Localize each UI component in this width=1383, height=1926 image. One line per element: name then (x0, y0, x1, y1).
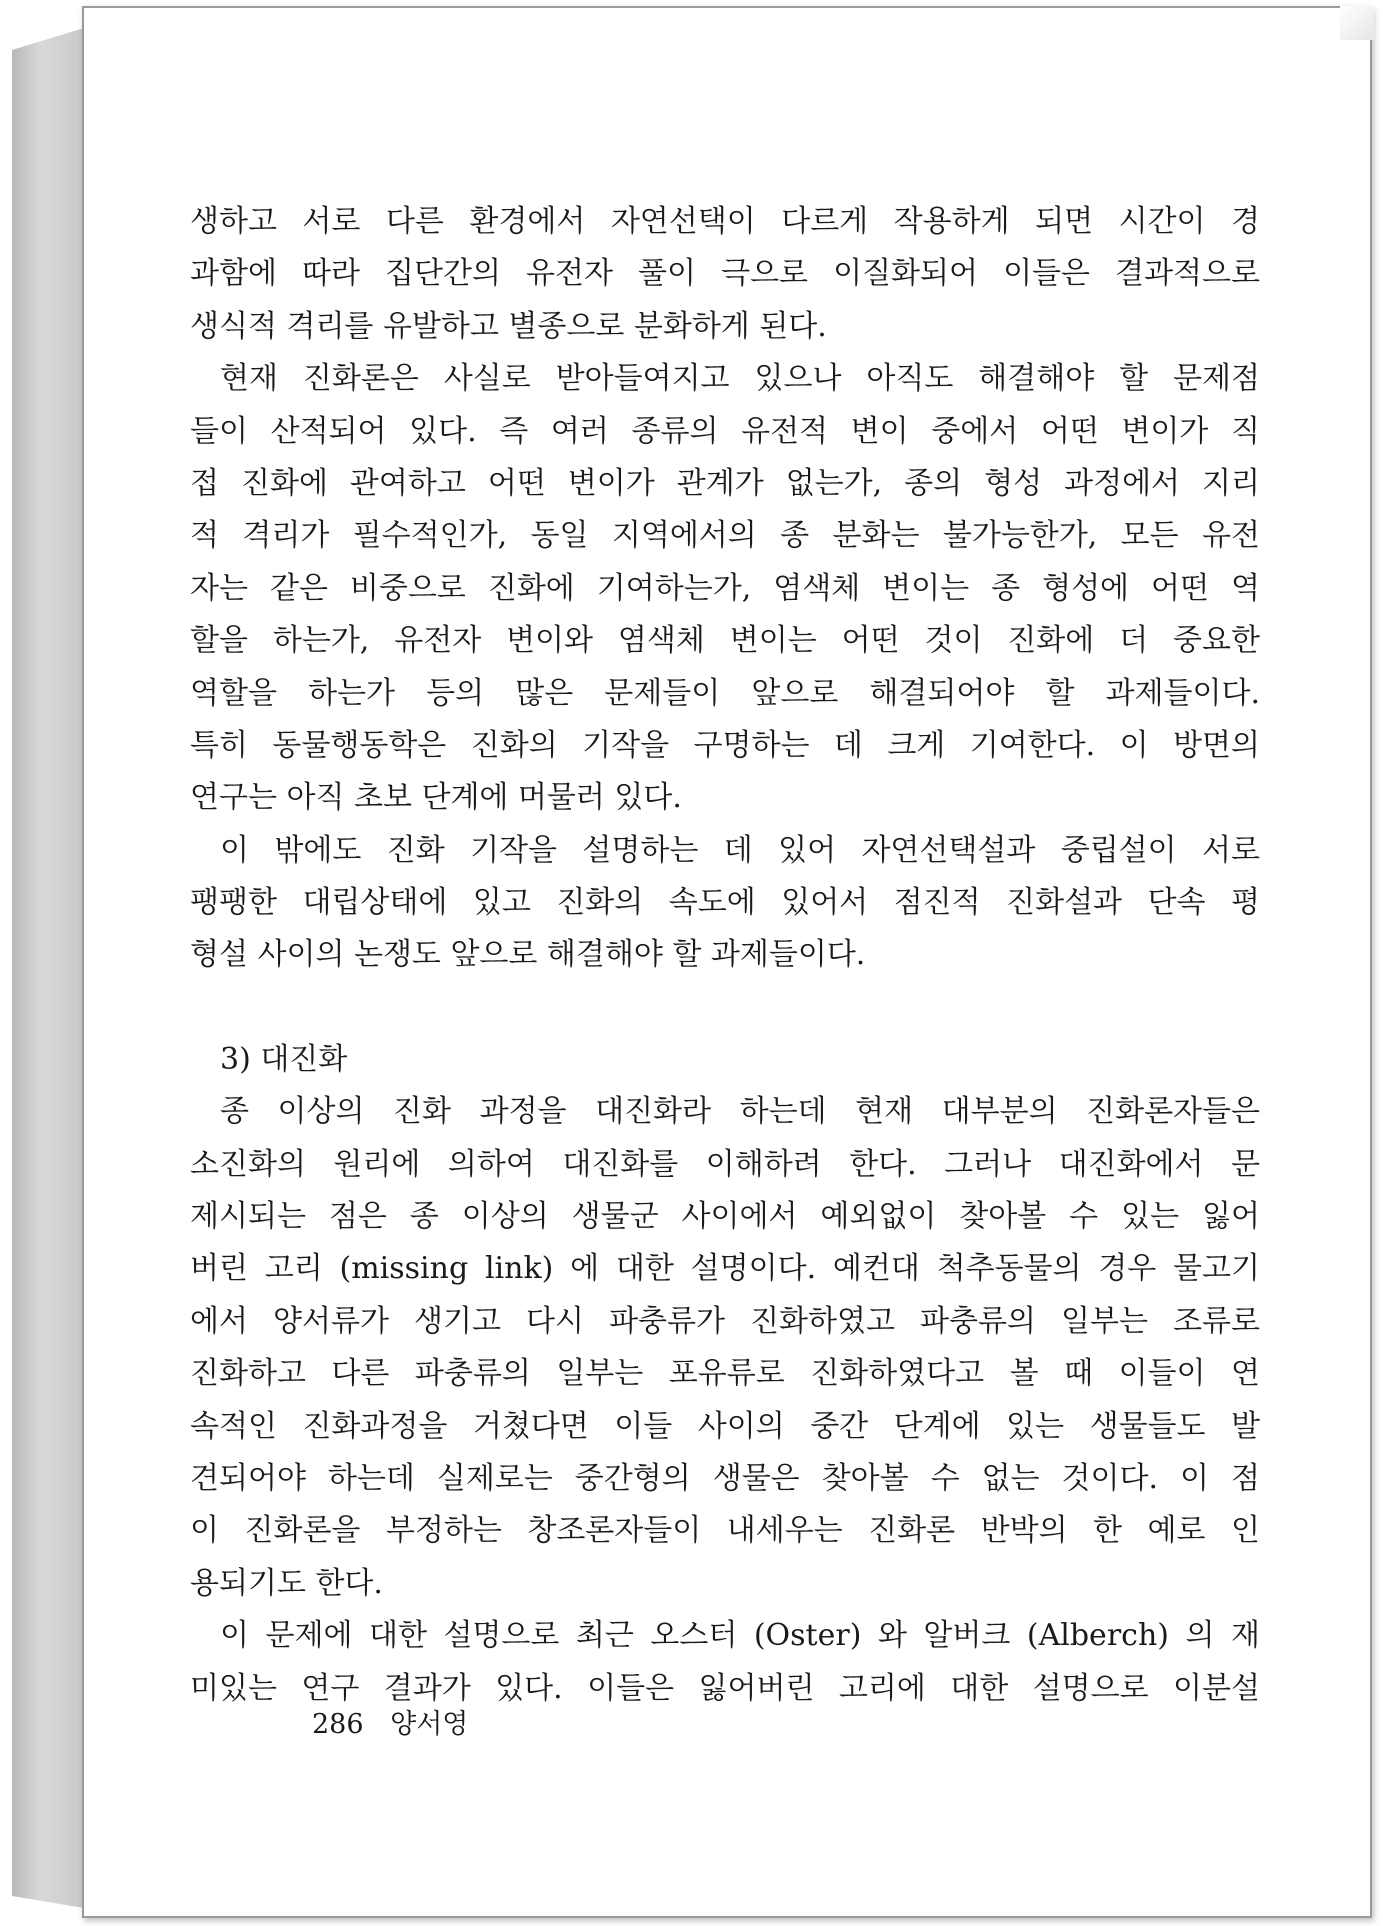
text-line: 이 진화론을 부정하는 창조론자들이 내세우는 진화론 반박의 한 예로 인 (190, 1513, 1260, 1549)
text-line: 미있는 연구 결과가 있다. 이들은 잃어버린 고리에 대한 설명으로 이분설 (190, 1670, 1260, 1706)
text-line: 역할을 하는가 등의 많은 문제들이 앞으로 해결되어야 할 과제들이다. (190, 675, 1260, 711)
text-line: 이 밖에도 진화 기작을 설명하는 데 있어 자연선택설과 중립설이 서로 (220, 832, 1260, 868)
paragraph-3 (190, 825, 1260, 982)
text-line: 들이 산적되어 있다. 즉 여러 종류의 유전적 변이 중에서 어떤 변이가 직 (190, 413, 1260, 449)
paragraph-2 (190, 353, 1260, 825)
text-line: 진화하고 다른 파충류의 일부는 포유류로 진화하였다고 볼 때 이들이 연 (190, 1356, 1260, 1392)
text-line: 할을 하는가, 유전자 변이와 염색체 변이는 어떤 것이 진화에 더 중요한 (190, 623, 1260, 659)
paragraph-4 (190, 1086, 1260, 1610)
section-heading: 3) 대진화 (220, 1041, 348, 1077)
text-line: 버린 고리 (missing link) 에 대한 설명이다. 예컨대 척추동물의 경우 물고기 (190, 1251, 1260, 1287)
text-line: 용되기도 한다. (190, 1565, 383, 1601)
book-spine (12, 28, 84, 1908)
text-line: 자는 같은 비중으로 진화에 기여하는가, 염색체 변이는 종 형성에 어떤 역 (190, 570, 1260, 606)
page-footer (312, 1702, 468, 1741)
body-text (190, 196, 1260, 1715)
text-line: 현재 진화론은 사실로 받아들여지고 있으나 아직도 해결해야 할 문제점 (220, 361, 1260, 397)
text-line: 소진화의 원리에 의하여 대진화를 이해하려 한다. 그러나 대진화에서 문 (190, 1146, 1260, 1182)
text-line: 과함에 따라 집단간의 유전자 풀이 극으로 이질화되어 이들은 결과적으로 (190, 256, 1260, 292)
text-line: 생식적 격리를 유발하고 별종으로 분화하게 된다. (190, 308, 827, 344)
text-line: 연구는 아직 초보 단계에 머물러 있다. (190, 780, 682, 816)
text-line: 종 이상의 진화 과정을 대진화라 하는데 현재 대부분의 진화론자들은 (220, 1094, 1260, 1130)
text-line: 접 진화에 관여하고 어떤 변이가 관계가 없는가, 종의 형성 과정에서 지리 (190, 465, 1260, 501)
text-line: 에서 양서류가 생기고 다시 파충류가 진화하였고 파충류의 일부는 조류로 (190, 1303, 1260, 1339)
text-line: 적 격리가 필수적인가, 동일 지역에서의 종 분화는 불가능한가, 모든 유전 (190, 518, 1260, 554)
text-line: 특히 동물행동학은 진화의 기작을 구명하는 데 크게 기여한다. 이 방면의 (190, 727, 1260, 763)
text-line: 팽팽한 대립상태에 있고 진화의 속도에 있어서 점진적 진화설과 단속 평 (190, 885, 1260, 921)
author-name: 양서영 (390, 1709, 469, 1740)
section-spacer (190, 982, 1260, 1034)
text-line: 견되어야 하는데 실제로는 중간형의 생물은 찾아볼 수 없는 것이다. 이 점 (190, 1460, 1260, 1496)
text-line: 이 문제에 대한 설명으로 최근 오스터 (Oster) 와 알버크 (Alberch) 의 재 (220, 1618, 1260, 1654)
text-line: 제시되는 점은 종 이상의 생물군 사이에서 예외없이 찾아볼 수 있는 잃어 (190, 1199, 1260, 1235)
paragraph-1 (190, 196, 1260, 353)
text-line: 형설 사이의 논쟁도 앞으로 해결해야 할 과제들이다. (190, 937, 866, 973)
text-line: 속적인 진화과정을 거쳤다면 이들 사이의 중간 단계에 있는 생물들도 발 (190, 1408, 1260, 1444)
page-corner (1340, 6, 1374, 40)
text-line: 생하고 서로 다른 환경에서 자연선택이 다르게 작용하게 되면 시간이 경 (190, 204, 1260, 239)
page-number: 286 (312, 1709, 364, 1740)
paragraph-5 (190, 1610, 1260, 1715)
